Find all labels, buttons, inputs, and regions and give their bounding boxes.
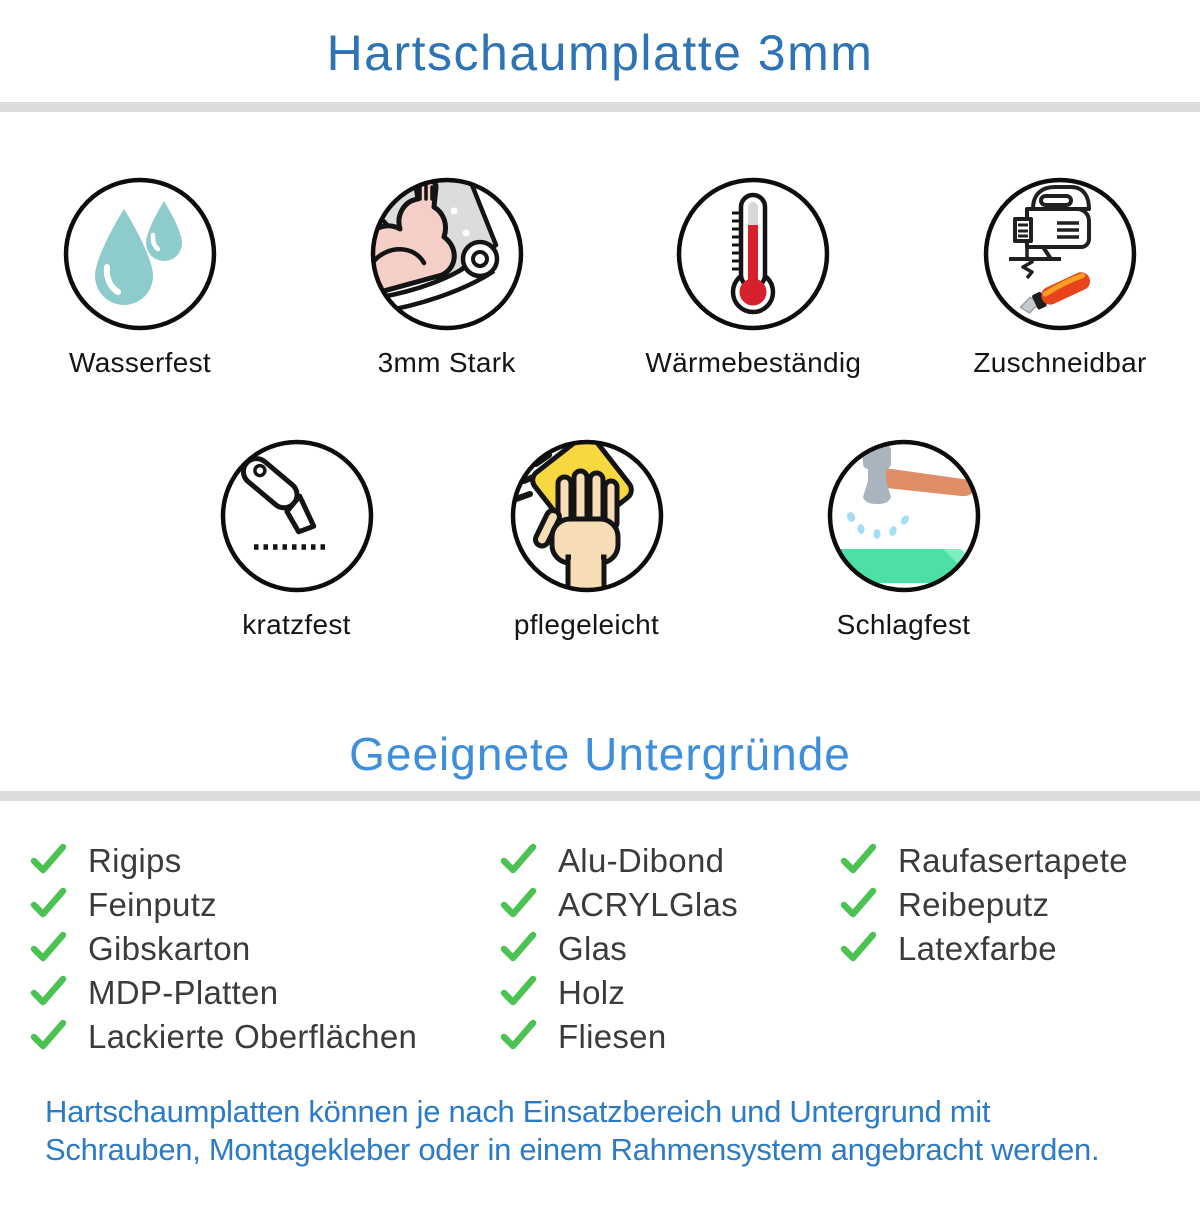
list-item-label: ACRYLGlas (558, 886, 738, 923)
feature-label: 3mm Stark (377, 347, 516, 378)
list-item-label: Reibeputz (898, 886, 1050, 923)
list-item-label: Lackierte Oberflächen (88, 1018, 418, 1055)
feature-row-2 (0, 437, 1200, 641)
list-item-label: Latexfarbe (898, 930, 1057, 967)
feature-label: Wasserfest (69, 347, 211, 378)
list-item (500, 883, 840, 927)
divider-middle (0, 791, 1200, 801)
list-item-label: MDP-Platten (88, 974, 279, 1011)
feature-kratzfest (172, 437, 422, 641)
check-icon (500, 974, 538, 1008)
list-item (30, 1015, 500, 1059)
mounting-note-line-2: Schrauben, Montagekleber oder in einem Rahmensystem angebracht werden. (45, 1132, 1100, 1167)
check-icon (500, 1018, 538, 1052)
check-icon (840, 842, 878, 876)
check-icon (30, 930, 68, 964)
substrates-column-3 (840, 839, 1200, 1059)
list-item (500, 971, 840, 1015)
feature-label: Wärmebeständig (645, 347, 862, 378)
check-icon (30, 842, 68, 876)
feature-schlagfest (779, 437, 1029, 641)
feature-zuschneidbar (935, 175, 1185, 379)
divider-top (0, 102, 1200, 112)
list-item (30, 927, 500, 971)
hammer-impact-icon (825, 437, 983, 595)
check-icon (30, 886, 68, 920)
feature-waermebestaendig (628, 175, 878, 379)
feature-3mm-stark (322, 175, 572, 379)
list-item-label: Raufasertapete (898, 842, 1128, 879)
substrates-column-1 (30, 839, 500, 1059)
page-title: Hartschaumplatte 3mm (326, 25, 874, 81)
feature-label: pflegeleicht (513, 609, 660, 640)
substrates-list (0, 839, 1200, 1059)
feature-label: Schlagfest (836, 609, 971, 640)
list-item-label: Gibskarton (88, 930, 251, 967)
feature-label: Zuschneidbar (973, 347, 1147, 378)
list-item (30, 883, 500, 927)
mounting-note-line-1: Hartschaumplatten können je nach Einsatzbereich und Untergrund mit (45, 1094, 991, 1129)
list-item-label: Holz (558, 974, 626, 1011)
substrates-title: Geeignete Untergründe (349, 728, 851, 780)
feature-pflegeleicht (462, 437, 712, 641)
list-item (500, 1015, 840, 1059)
check-icon (30, 974, 68, 1008)
feature-wasserfest (15, 175, 265, 379)
list-item (840, 883, 1200, 927)
substrates-column-2 (500, 839, 840, 1059)
check-icon (840, 930, 878, 964)
feature-label: kratzfest (242, 609, 351, 640)
list-item (30, 839, 500, 883)
water-drops-icon (61, 175, 219, 333)
list-item-label: Fliesen (558, 1018, 667, 1055)
list-item (500, 927, 840, 971)
check-icon (500, 930, 538, 964)
list-item (30, 971, 500, 1015)
list-item-label: Feinputz (88, 886, 217, 923)
utility-knife-icon (218, 437, 376, 595)
jigsaw-cutter-icon (981, 175, 1139, 333)
check-icon (840, 886, 878, 920)
list-item-label: Glas (558, 930, 628, 967)
list-item (500, 839, 840, 883)
check-icon (30, 1018, 68, 1052)
check-icon (500, 842, 538, 876)
check-icon (500, 886, 538, 920)
list-item (840, 927, 1200, 971)
list-item-label: Alu-Dibond (558, 842, 725, 879)
list-item-label: Rigips (88, 842, 182, 879)
feature-row-1 (0, 175, 1200, 379)
cleaning-hand-cloth-icon (508, 437, 666, 595)
mounting-note (45, 1093, 1200, 1169)
list-item (840, 839, 1200, 883)
flexed-bicep-roll-icon (368, 175, 526, 333)
thermometer-icon (674, 175, 832, 333)
page-root (0, 24, 1200, 1224)
